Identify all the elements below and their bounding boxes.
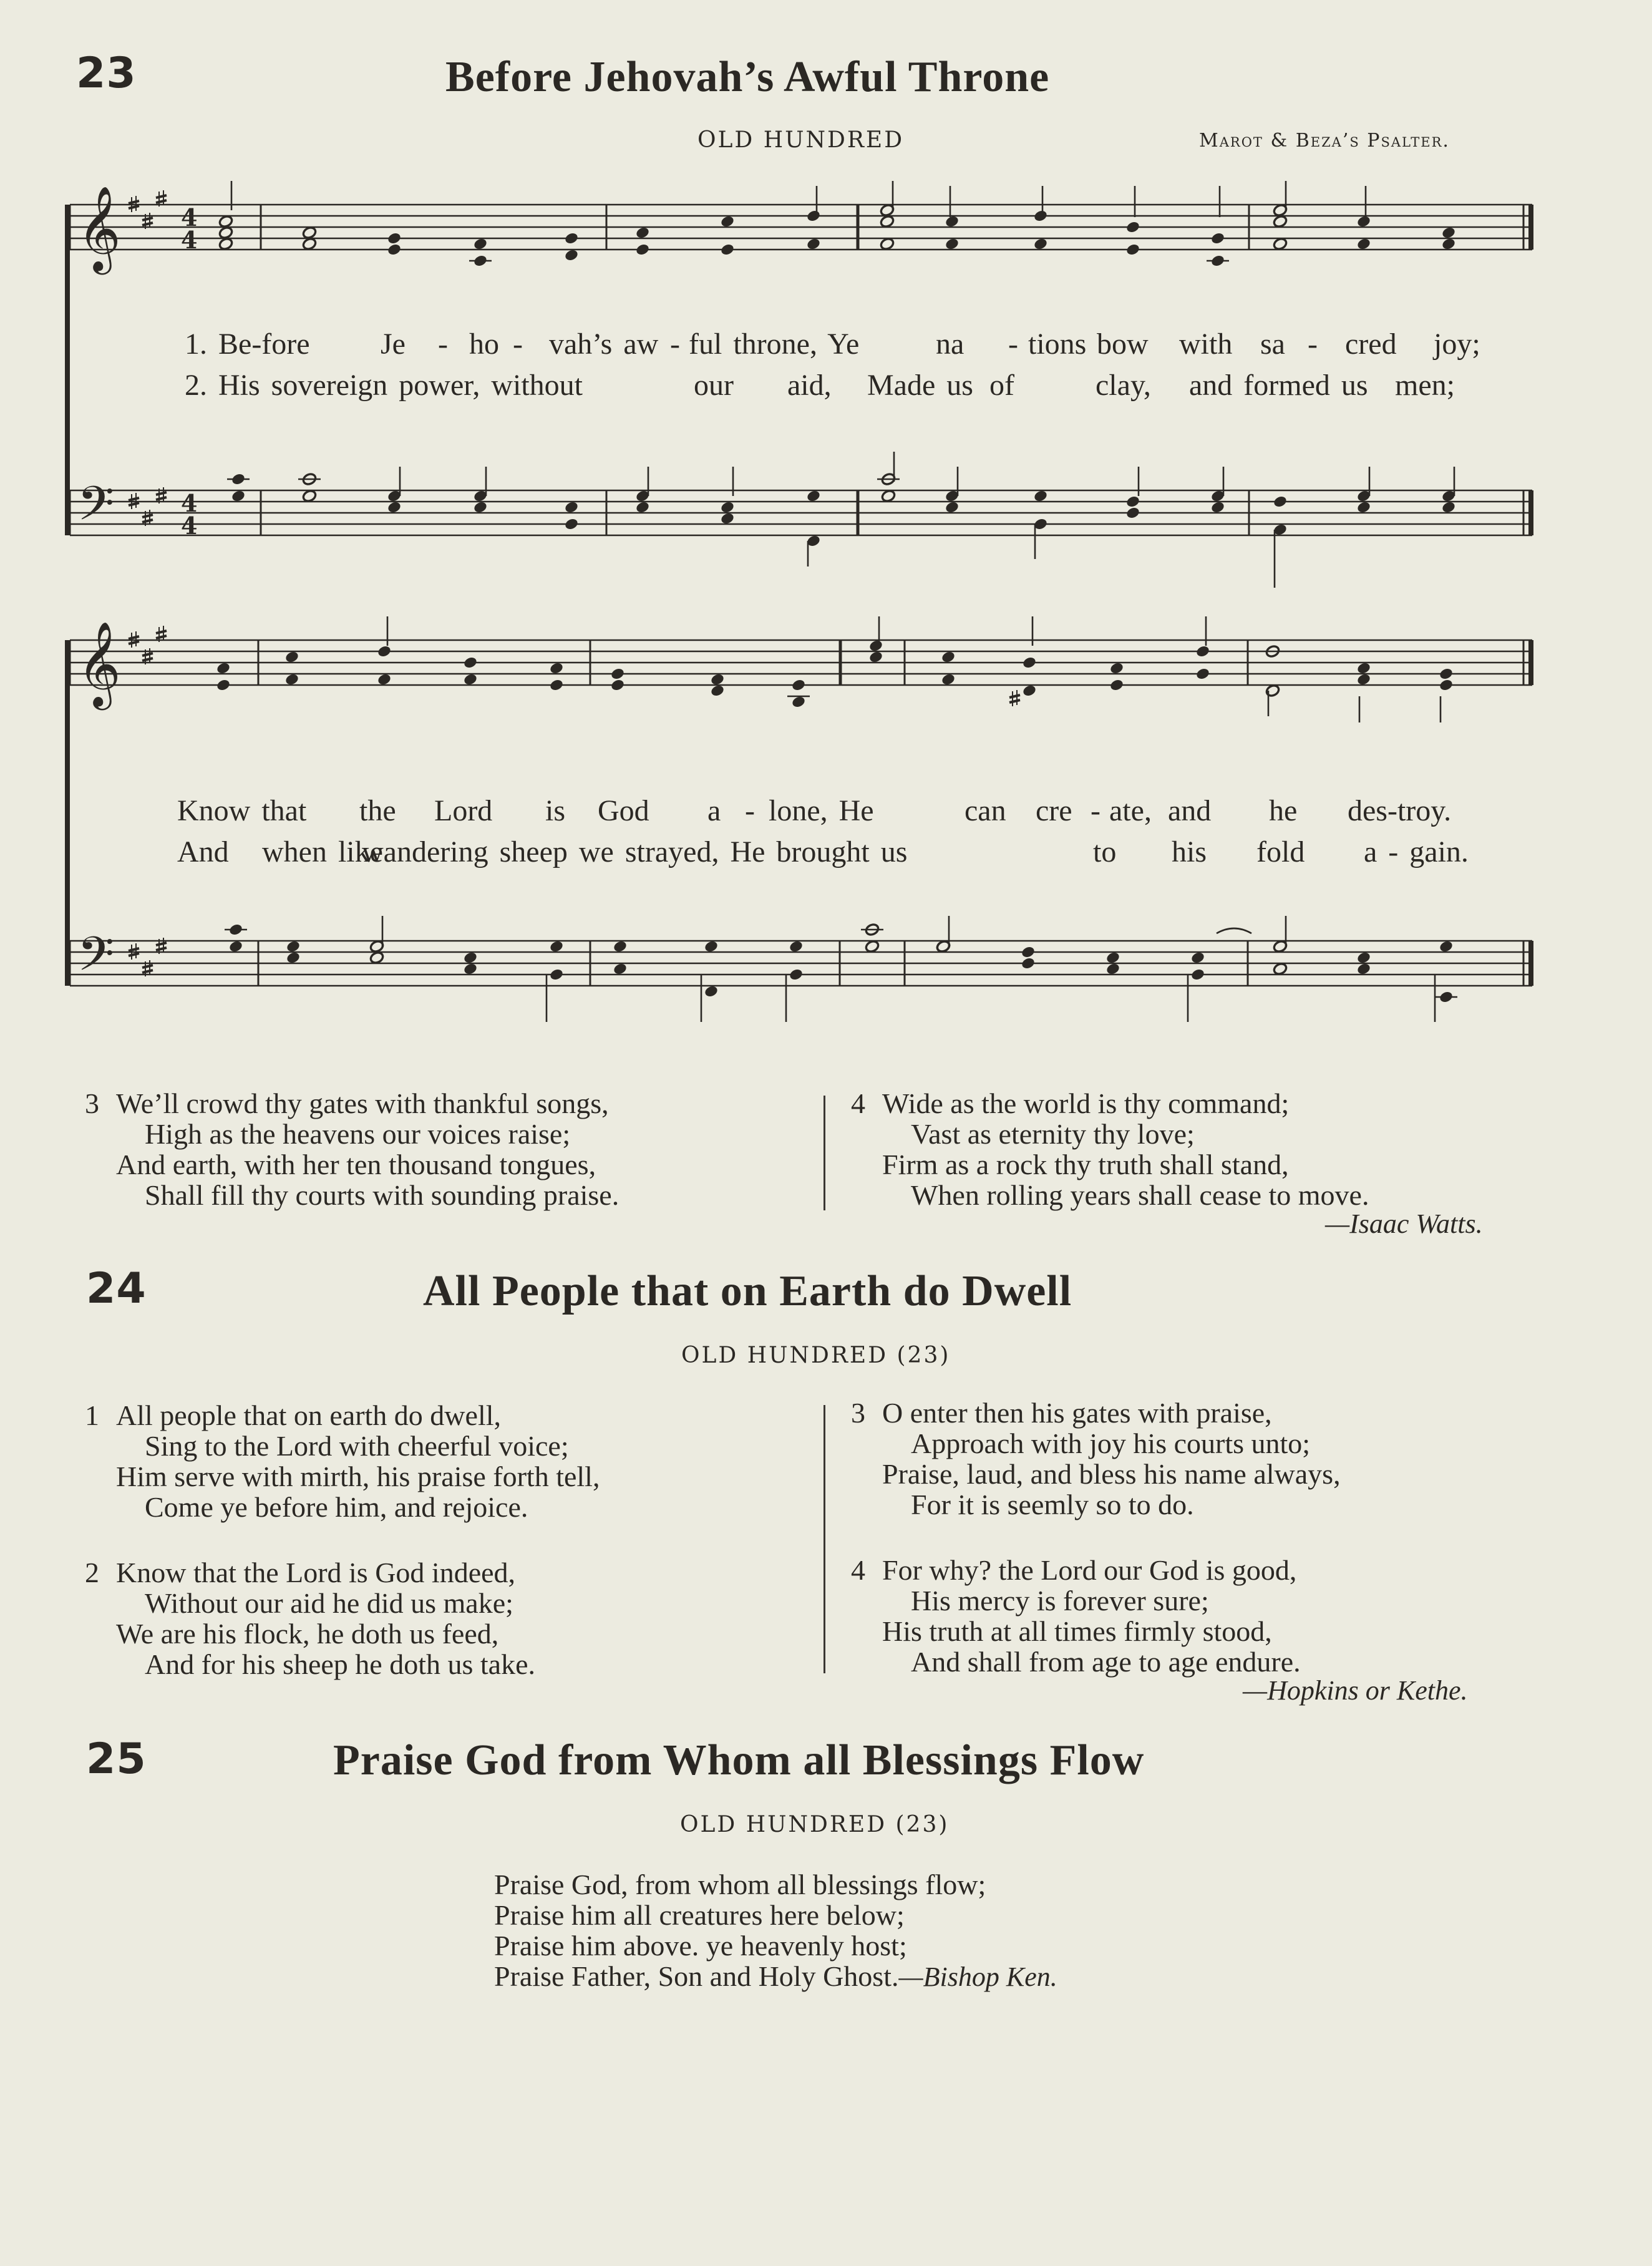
note-head xyxy=(1190,968,1205,981)
verse-line: Praise him above. ye heavenly host; xyxy=(494,1930,907,1962)
note-head xyxy=(463,656,478,669)
hymn-number: 23 xyxy=(76,49,137,98)
tune-name: OLD HUNDRED (23) xyxy=(680,1812,950,1837)
note-head xyxy=(387,243,402,256)
verse-line: O enter then his gates with praise, xyxy=(882,1397,1272,1429)
verse-line: High as the heavens our voices raise; xyxy=(145,1118,571,1150)
verse-number: 3 xyxy=(85,1087,99,1119)
verse-1 xyxy=(85,1400,600,1522)
lyric-syllable: ate, xyxy=(1109,794,1152,827)
lyric-syllable: sa xyxy=(1260,328,1285,361)
hymn-number: 25 xyxy=(86,1734,147,1784)
note-head xyxy=(1021,956,1036,970)
verse-line: Wide as the world is thy command; xyxy=(882,1087,1290,1119)
verse-line: Praise Father, Son and Holy Ghost. xyxy=(494,1960,899,1992)
lyric-syllable: wandering sheep we strayed, He brought us xyxy=(362,835,908,868)
lyric-syllable: vah’s aw xyxy=(549,328,659,361)
verse-number: 2 xyxy=(85,1557,99,1588)
note-head xyxy=(1125,506,1140,520)
verse-line: Sing to the Lord with cheerful voice; xyxy=(145,1430,569,1462)
final-barline xyxy=(1528,490,1533,535)
column-divider xyxy=(824,1096,825,1210)
verse-number: 3 xyxy=(851,1397,865,1429)
column-divider xyxy=(824,1405,825,1673)
lyric-syllable: des-troy. xyxy=(1348,794,1452,827)
lyric-syllable: cred xyxy=(1345,328,1397,361)
verse-line: Firm as a rock thy truth shall stand, xyxy=(882,1149,1289,1180)
verse-2 xyxy=(85,1557,535,1680)
lyric-syllable: - xyxy=(438,328,448,361)
lyric-syllable: of xyxy=(989,369,1014,402)
lyric-syllable: - xyxy=(745,794,755,827)
verse-number: 1 xyxy=(85,1399,99,1431)
verse-line: Come ye before him, and rejoice. xyxy=(145,1491,528,1523)
lyric-syllable: men; xyxy=(1395,369,1455,402)
treble-clef-icon: 𝄞 xyxy=(77,185,121,271)
verse-line: Him serve with mirth, his praise forth tell, xyxy=(116,1461,600,1492)
lyric-syllable: and xyxy=(1168,794,1212,827)
lyric-syllable: - xyxy=(1091,794,1101,827)
lyric-syllable: a xyxy=(707,794,721,827)
note-head xyxy=(387,231,402,245)
hymn-title: Before Jehovah’s Awful Throne xyxy=(445,53,1050,101)
note-head xyxy=(1109,678,1124,692)
lyric-syllable: God xyxy=(598,794,649,827)
system-bracket xyxy=(65,640,70,986)
note-head xyxy=(720,243,735,256)
verse-4 xyxy=(851,1088,1369,1210)
verse-number: 4 xyxy=(851,1554,865,1586)
note-head xyxy=(564,231,579,245)
note-head xyxy=(1033,209,1048,223)
note-head xyxy=(216,678,231,692)
note-head xyxy=(1125,220,1140,234)
verse-4 xyxy=(851,1555,1301,1677)
lyric-syllable: his xyxy=(1172,835,1207,868)
note-head xyxy=(1273,495,1288,508)
verse-line: Know that the Lord is God indeed, xyxy=(116,1557,516,1588)
hymn-title: All People that on Earth do Dwell xyxy=(423,1267,1072,1315)
verse-line: For why? the Lord our God is good, xyxy=(882,1554,1297,1586)
note-head xyxy=(549,968,564,981)
verse-number: 4 xyxy=(851,1087,865,1119)
author: —Bishop Ken. xyxy=(898,1962,1057,1992)
verse-3 xyxy=(851,1398,1341,1520)
verse-line: All people that on earth do dwell, xyxy=(116,1399,502,1431)
verse-line: Approach with joy his courts unto; xyxy=(911,1427,1311,1459)
note-head xyxy=(1125,243,1140,256)
lyric-syllable: when like xyxy=(262,835,383,868)
verse-line: Shall fill thy courts with sounding praise. xyxy=(145,1179,620,1211)
lyric-syllable: the xyxy=(359,794,396,827)
note-head xyxy=(549,678,564,692)
lyric-syllable: Know that xyxy=(177,794,307,827)
lyric-syllable: - xyxy=(1308,328,1318,361)
lyric-syllable: our xyxy=(694,369,734,402)
bass-clef-icon: 𝄢 xyxy=(77,926,115,993)
lyric-syllable: - xyxy=(670,328,680,361)
system-bracket xyxy=(65,205,70,535)
final-barline xyxy=(1528,941,1533,986)
note-head xyxy=(1125,495,1140,508)
lyric-syllable: to xyxy=(1093,835,1117,868)
note-head xyxy=(1021,945,1036,959)
lyric-syllable: with xyxy=(1179,328,1233,361)
note-head xyxy=(1439,678,1454,692)
hymn-number: 24 xyxy=(86,1264,147,1313)
verse-line: And for his sheep he doth us take. xyxy=(145,1648,535,1680)
lyric-syllable: - xyxy=(1008,328,1018,361)
tune-name: OLD HUNDRED (23) xyxy=(681,1343,951,1368)
note-head xyxy=(377,644,392,658)
slur xyxy=(1217,928,1251,933)
lyric-syllable: a - gain. xyxy=(1364,835,1469,868)
doxology xyxy=(494,1869,1057,1991)
tune-name: OLD HUNDRED xyxy=(697,127,905,153)
verse-line: His mercy is forever sure; xyxy=(911,1585,1209,1617)
lyric-syllable: Je xyxy=(381,328,406,361)
lyric-syllable: 2. His sovereign power, without xyxy=(185,369,583,402)
lyric-syllable: can xyxy=(964,794,1006,827)
note-head xyxy=(610,667,625,681)
lyric-syllable: ho xyxy=(469,328,499,361)
verse-line: Praise, laud, and bless his name always, xyxy=(882,1458,1341,1490)
lyric-syllable: fold xyxy=(1256,835,1305,868)
note-head xyxy=(1195,644,1210,658)
lyric-syllable: cre xyxy=(1036,794,1072,827)
note-head xyxy=(791,695,806,709)
note-head xyxy=(1439,667,1454,681)
lyric-syllable: - xyxy=(513,328,523,361)
author: —Isaac Watts. xyxy=(1325,1208,1483,1239)
verse-line: For it is seemly so to do. xyxy=(911,1489,1194,1520)
lyric-syllable: bow xyxy=(1097,328,1149,361)
note-head xyxy=(791,678,806,692)
lyric-syllable: aid, xyxy=(787,369,832,402)
treble-clef-icon: 𝄞 xyxy=(77,620,121,706)
time-signature: 4 xyxy=(181,203,198,231)
lyric-syllable: is xyxy=(545,794,566,827)
verse-line: Praise God, from whom all blessings flow; xyxy=(494,1869,986,1900)
hymn-title: Praise God from Whom all Blessings Flow xyxy=(333,1736,1145,1784)
final-barline xyxy=(1528,640,1533,685)
lyric-syllable: tions xyxy=(1028,328,1087,361)
note-head xyxy=(1022,656,1037,669)
lyric-syllable: 1. Be-fore xyxy=(185,328,310,361)
lyric-syllable: ful throne, Ye xyxy=(689,328,860,361)
svg-text:4: 4 xyxy=(181,512,198,540)
note-head xyxy=(564,517,579,531)
lyric-syllable: Made us xyxy=(867,369,973,402)
verse-line: Vast as eternity thy love; xyxy=(911,1118,1195,1150)
verse-3 xyxy=(85,1088,619,1210)
verse-line: And shall from age to age endure. xyxy=(911,1646,1301,1678)
verse-line: And earth, with her ten thousand tongues, xyxy=(116,1149,596,1180)
verse-line: His truth at all times firmly stood, xyxy=(882,1615,1272,1647)
note-head xyxy=(635,243,650,256)
verse-line: When rolling years shall cease to move. xyxy=(911,1179,1369,1211)
verse-line: Praise him all creatures here below; xyxy=(494,1899,905,1931)
lyric-syllable: lone, He xyxy=(769,794,874,827)
lyric-syllable: he xyxy=(1269,794,1298,827)
tune-source: Marot & Beza’s Psalter. xyxy=(1199,130,1450,152)
verse-line: Without our aid he did us make; xyxy=(145,1587,513,1619)
note-head xyxy=(806,209,821,223)
note-head xyxy=(1210,231,1225,245)
lyric-syllable: And xyxy=(177,835,229,868)
lyric-syllable: Lord xyxy=(434,794,493,827)
note-head xyxy=(1195,667,1210,681)
note-head xyxy=(789,968,804,981)
lyric-syllable: and formed us xyxy=(1189,369,1368,402)
bass-clef-icon: 𝄢 xyxy=(77,476,115,543)
verse-line: We are his flock, he doth us feed, xyxy=(116,1618,499,1650)
lyric-syllable: joy; xyxy=(1434,328,1480,361)
author: —Hopkins or Kethe. xyxy=(1243,1675,1468,1706)
lyric-syllable: clay, xyxy=(1096,369,1151,402)
lyric-syllable: na xyxy=(936,328,964,361)
musical-score xyxy=(0,0,1652,1073)
final-barline xyxy=(1528,205,1533,250)
note-head xyxy=(610,678,625,692)
time-signature: 4 xyxy=(181,489,198,517)
svg-text:4: 4 xyxy=(181,226,198,254)
verse-line: We’ll crowd thy gates with thankful songs, xyxy=(116,1087,609,1119)
